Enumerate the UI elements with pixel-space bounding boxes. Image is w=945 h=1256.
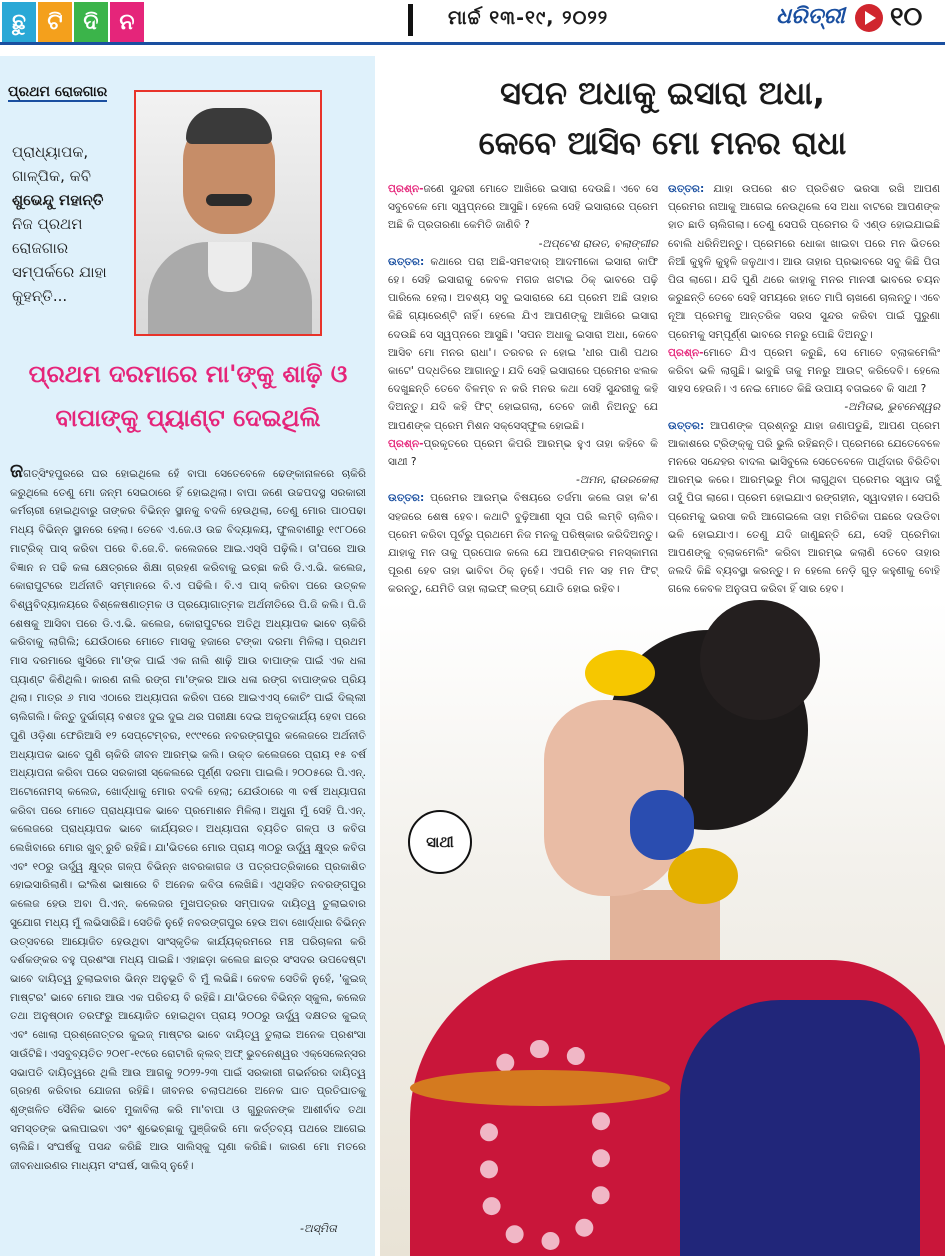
right-title-line2: କେବେ ଆସିବ ମୋ ମନର ରାଧା [478,124,847,162]
left-headline: ପ୍ରଥମ ଦରମାରେ ମା'ଙ୍କୁ ଶାଢ଼ି ଓ ବାପାଙ୍କୁ ପ୍ୟାଣ୍ଟ ଦେଇଥିଲି [28,360,348,432]
logo-letter: ଛୁ [2,2,36,42]
left-body-text: ଗତ୍‌ସିଂହପୁରରେ ଘର ହୋଇଥିଲେ ହେଁ ବାପା ସେତେବେଳେ ଢେଙ୍କାନାଳରେ ଚାକିରି କରୁଥିଲେ ତେଣୁ ମୋ ଜନ୍ମ ସେଇଠାରେ ହିଁ ହୋଇଥିଲା। ବାପା ଜଣେ ଉଚ୍ଚପଦସ୍ଥ ସରକାରୀ କର୍ମଚାରୀ ହୋଇଥିବାରୁ ତାଙ୍କର ବିଭିନ୍ନ ସ୍ଥାନକୁ ବଦଳି ହେଉଥିଲା, ତେଣୁ ମୋର ପାଠପଢା ମଧ୍ୟ ବିଭିନ୍ନ ସ୍ଥାନରେ ହେଲା। ତେବେ ଏ.ଜେ.ଓ ଉଚ୍ଚ ବିଦ୍ୟାଳୟ, ଫୁଲବାଣୀରୁ ୧୯୮୦ରେ ମାଟ୍ରିକ୍ ପାସ୍ କରିବା ପରେ ବି.ଜେ.ବି. କଲେଜରେ ଆଇ.ଏସ୍‌ସି ପଢ଼ିଲି। ତା'ପରେ ଆଉ ବିଜ୍ଞାନ ନ ପଢି କଳା କ୍ଷେତ୍ରରେ ଶିକ୍ଷା ଗ୍ରହଣ କରିବାକୁ ଇଚ୍ଛା କରି ଡି.ଏ.ଭି. କଲେଜ, କୋରାପୁଟରେ ଅର୍ଥନୀତି ସମ୍ମାନରେ ବି.ଏ ପଢିଲି। ବି.ଏ ପାସ୍ କରିବା ପରେ ଉତ୍କଳ ବିଶ୍ୱବିଦ୍ୟାଳୟରେ ବିଶ୍ଳେଷଣାତ୍ମକ ଓ ପ୍ରୟୋଗାତ୍ମକ ଅର୍ଥନୀତିରେ ପି.ଜି କଲି। ପି.ଜି ଶେଷକୁ ଆସିବା ପରେ ଡି.ଏ.ଭି. କଲେଜ, କୋରାପୁଟରେ ଅତିଥି ଅଧ୍ୟାପକ ଭାବେ ଚାକିରି କରିବାକୁ ଲାଗିଲି; ଯେଉଁଠାରେ ମୋତେ ମାସକୁ ହଜାରେ ଟଙ୍କା ଦରମା ମିଳିଲା। ପ୍ରଥମ ମାସ ଦରମାରେ ଖୁସିରେ ମା'ଙ୍କ ପାଇଁ ଏକ ନାଲି ଶାଢ଼ି ଆଉ ବାପାଙ୍କ ପାଇଁ ଏକ ଧଳା ପ୍ୟାଣ୍ଟ କିଣିଥିଲି। କାରଣ ନାଲି ରଙ୍ଗ ମା'ଙ୍କର ଆଉ ଧଳା ରଙ୍ଗ ବାପାଙ୍କର ପ୍ରିୟ ଥିଲା। ମାତ୍ର ୬ ମାସ ଏଠାରେ ଅଧ୍ୟାପନା କରିବା ପରେ ଆଇଏଏସ୍ କୋଚିଂ ପାଇଁ ଦିଲ୍ଲୀ ଚାଲିଗଲି। କିନ୍ତୁ ଦୁର୍ଭାଗ୍ୟ ବଶତଃ ଦୁଇ ଦୁଇ ଥର ପରୀକ୍ଷା ଦେଇ ଅକୃତକାର୍ଯ୍ୟ ହେବା ପରେ ପୁଣି ଓଡ଼ିଶା ଫେରିଆସି ୧୨ ସେପ୍ଟେମ୍ବର, ୧୯୯୧ରେ ନବରଙ୍ଗପୁର କଲେଜରେ ଅର୍ଥନୀତି ଅଧ୍ୟାପକ ଭାବେ ପୁଣି ଚାକିରି ଜୀବନ ଆରମ୍ଭ କଲି। ଉକ୍ତ କଲେଜରେ ପ୍ରାୟ ୧୫ ବର୍ଷ ଅଧ୍ୟାପନା କରିବା ପରେ ସରକାରୀ ସ୍କେଲରେ ପୂର୍ଣ୍ଣ ଦରମା ପାଇଲି। ୨୦୦୫ରେ ପି.ଏନ୍. ଅଟୋନୋମସ୍ କଲେଜ, ଖୋର୍ଦ୍ଧାକୁ ମୋର ବଦଳି ହେଲା; ଯେଉଁଠାରେ ୩ ବର୍ଷ ଅଧ୍ୟାପନା କରିବା ପରେ ମୋତେ ପ୍ରାଧ୍ୟାପକ ଭାବେ ପ୍ରମୋଶନ ମିଳିଲା। ଅଧୁନା ମୁଁ ସେହି ପି.ଏନ୍. କଲେଜରେ ପ୍ରାଧ୍ୟାପକ ଭାବେ କାର୍ଯ୍ୟରତ। ଅଧ୍ୟାପନା ବ୍ୟତିତ ଗଳ୍ପ ଓ କବିତା ଲେଖିବାରେ ମୋର ଖୁବ୍ ରୁଚି ରହିଛି। ଯା'ଭିତରେ ମୋର ପ୍ରାୟ ୩୦ରୁ ଊର୍ଦ୍ଧ୍ୱ କ୍ଷୁଦ୍ର କବିତା ଏବଂ ୧୦ରୁ ଊର୍ଦ୍ଧ୍ୱ କ୍ଷୁଦ୍ର ଗଳ୍ପ ବିଭିନ୍ନ ଖବରକାଗଜ ଓ ପତ୍ରପତ୍ରିକାରେ ପ୍ରକାଶିତ ହୋଇସାରିଲାଣି। ଇଂଲିଶ ଭାଷାରେ ବି ଅନେକ କବିତା ଲେଖିଛି। ଏଥିସହିତ ନବରଙ୍ଗପୁର କଲେଜ ହେଉ ଅବା ପି.ଏନ୍. କଲେଜର ମୁଖପତ୍ରର ସମ୍ପାଦକ ଦାୟିତ୍ୱ ତୁଲାଇବାର ସୁଯୋଗ ମଧ୍ୟ ମୁଁ ଲଭିସାରିଛି। ସେତିକି ନୁହେଁ ନବରଙ୍ଗପୁର ହେଉ ଅବା ଖୋର୍ଦ୍ଧାର ବିଭିନ୍ନ ଉତ୍ସବରେ ଆୟୋଜିତ ହେଉଥିବା ସାଂସ୍କୃତିକ କାର୍ଯ୍ୟକ୍ରମରେ ମଞ୍ଚ ପରିଚାଳନା କରି ଦର୍ଶକଙ୍କର ବହୁ ପ୍ରଶଂସା ମଧ୍ୟ ପାଇଛି। ଏହାଛଡ଼ା କଲେଜ ଛାତ୍ର ସଂସଦର ଉପଦେଷ୍ଟା ଭାବେ ଦାୟିତ୍ୱ ତୁଲାଇବାର ଭିନ୍ନ ଅନୁଭୂତି ବି ମୁଁ ଲଭିଛି। କେବଳ ସେତିକି ନୁହେଁ, 'କୁଇଜ୍ ମାଷ୍ଟର' ଭାବେ ମୋର ଆଉ ଏକ ପରିଚୟ ବି ରହିଛି। ଯା'ଭିତରେ ବିଭିନ୍ନ ସ୍କୁଲ, କଲେଜ ତଥା ଅନୁଷ୍ଠାନ ତରଫରୁ ଆୟୋଜିତ ହୋଇଥିବା ପ୍ରାୟ ୨୦୦ରୁ ଊର୍ଦ୍ଧ୍ୱ ଦକ୍ଷତର କୁଇଜ୍ ଏବଂ ଖୋଲା ପ୍ରଶ୍ନୋତ୍ତର କୁଇଜ୍ ମାଷ୍ଟର ଭାବେ ଦାୟିତ୍ୱ ତୁଲାଇ ଅନେକ ପ୍ରଶଂସା ସାଉଁଟିଛି। ଏସବୁବ୍ୟତିତ ୨୦୧୮-୧୯ରେ ରୋଟାରି କ୍ଲବ୍ ଅଫ୍ ଭୁବନେଶ୍ୱର ଏକ୍ସେଲେନ୍ସର ସଭାପତି ଦାୟିତ୍ୱରେ ଥିଲି ଆଉ ଆଗକୁ ୨୦୨୨-୨୩ ପାଇଁ ସରକାରୀ ଗଭର୍ନରର ଦାୟିତ୍ୱ ଗ୍ରହଣ କରିବାର ଯୋଜନା ରହିଛି। ଜୀବନର ଚଲାପଥରେ ଅନେକ ଘାତ ପ୍ରତିଘାତକୁ ଶୃଙ୍ଖଳିତ ସୈନିକ ଭାବେ ମୁକାବିଲା କରି ମା'ବାପା ଓ ଗୁରୁଜନଙ୍କ ଆଶୀର୍ବାଦ ତଥା ସମସ୍ତଙ୍କ ଭଲପାଇବା ଏବଂ ଶୁଭେଚ୍ଛାକୁ ପୁଞ୍ଜିକରି ମୋ କର୍ତ୍ତବ୍ୟ ପଥରେ ଆଗେଇ ଚାଲିଛି। ସଂଘର୍ଷକୁ ପସନ୍ଦ କରିଛି ଆଉ ସାଲିସ୍‌କୁ ଘୃଣା କରିଛି। କାରଣ ମୋ ମତରେ ଜୀବନଧାରଣର ମାଧ୍ୟମ ସଂଘର୍ଷ, ସାଲିସ୍ ନୁହେଁ। [10,468,366,1173]
page-number: ୧୦ [890,2,923,32]
header-rule [0,42,945,45]
answer-label: ଉତ୍ତର: [668,183,705,195]
logo-letter: ଦି [74,2,108,42]
question-byline: -ଅପ୍ଟେଶ ରାଉତ, ବଲାଙ୍ଗୀର [538,237,658,250]
right-title-line1: ସପନ ଅଧାକୁ ଇସାରା ଅଧା, [500,74,825,112]
question-label: ପ୍ରଶ୍ନ- [668,346,704,359]
logo-letter: ଟି [38,2,72,42]
answer-label: ଉତ୍ତର: [668,419,705,432]
question-label: ପ୍ରଶ୍ନ- [388,437,424,450]
drop-cap: ଜ [10,460,24,482]
author-portrait [134,90,322,336]
answer-text: ଯାହା ଉପରେ ଶତ ପ୍ରତିଶତ ଭରସା ରଖି ଆପଣ ପ୍ରେମର ନାଆକୁ ଆଗେଇ ନେଉଥିଲେ ସେ ଅଧା ବାଟରେ ଆପଣଙ୍କ ହାତ ଛାଡି ଚାଲିଗଲା। ତେଣୁ ସେପରି ପ୍ରେମର ଦି ଏଣ୍ଡ ହୋଇଯାଇଛି ବୋଲି ଧରିନିଅନ୍ତୁ। ପ୍ରେମରେ ଧୋକା ଖାଇବା ପରେ ମନ ଭିତରେ ନିଆଁ କୁହୁଳି କୁହୁଳି ଜଳୁଥାଏ। ଆଉ ତାହାର ପ୍ରଭାବରେ ସବୁ କିଛି ପିତା ପିତା ଲାଗେ। ଯଦି ପୁଣି ଥରେ କାହାକୁ ମନର ମାନସୀ ଭାବରେ ଚୟନ କରୁଛନ୍ତି ତେବେ ସେହି ସମୟରେ ହାତେ ମାପି ଚାଖଣେ ଚାଲନ୍ତୁ। ଏବେ ନୂଆ ପ୍ରେମକୁ ଆନ୍ତରିକ ସରସ ସୁନ୍ଦର କରିବା ପାଇଁ ପୁରୁଣା ପ୍ରେମକୁ ସମ୍ପୂର୍ଣ୍ଣ ଭାବରେ ମନରୁ ପୋଛି ଦିଅନ୍ତୁ। [668,183,940,341]
play-arrow-icon [855,4,883,32]
question-text: ପ୍ରକୃତରେ ପ୍ରେମ କିପରି ଆରମ୍ଭ ହୁଏ ତାହା କହିବେ କି ସାଥୀ ? [388,437,658,469]
question-byline: -ଅମିତାଭ, ଭୁବନେଶ୍ୱର [844,401,940,414]
intro-line: ପ୍ରାଧ୍ୟାପକ, [12,143,89,161]
section-label: ପ୍ରଥମ ରୋଜଗାର [8,84,108,100]
paper-name: ଧରିତ୍ରୀ [776,4,845,29]
qa-column-b [668,180,940,599]
question-byline: -ଅମନ, ରାଉରକେଲା [576,474,658,487]
answer-label: ଉତ୍ତର: [388,255,425,268]
author-intro [12,140,132,308]
intro-line: ଗାଳ୍ପିକ, କବି [12,167,91,185]
intro-line: ନିଜ ପ୍ରଥମ ରୋଜଗାର ସମ୍ପର୍କରେ ଯାହା କୁହନ୍ତି... [12,215,107,305]
answer-label: ଉତ୍ତର: [388,492,425,505]
answer-text: ପ୍ରେମର ଆରମ୍ଭ ବିଷୟରେ ତର୍ଜମା କଲେ ତାହା କ'ଣ ସହଜରେ ଶେଷ ହେବ। କଥାଟି ବୁଢ଼ିଆଣୀ ସୂତା ପରି ଲମ୍ବି ଚାଲିବ। ପ୍ରେମ କରିବା ପୂର୍ବରୁ ପ୍ରଥମେ ନିଜ ମନକୁ ପରିଷ୍କାର କରିଦିଅନ୍ତୁ। ଯାହାକୁ ମନ ତାକୁ ପ୍ରପୋଜ କଲେ ଯେ ଆପଣଙ୍କର ମନସ୍କାମନା ପୂରଣ ହେବ ତାହା ଭାବିବା ଠିକ୍ ନୁହେଁ। ଏପରି ମନ ସହ ମନ ଫିଟ୍ କରନ୍ତୁ, ଯେମିତି ତାହା ଲାଇଫ୍ ଲଙ୍ଗ୍ ଯୋଡି ହୋଇ ରହିବ। [388,492,658,596]
section-logo [2,2,144,42]
logo-letter: ନ [110,2,144,42]
author-name: ଶୁଭେନ୍ଦୁ ମହାନ୍ତି [12,191,104,209]
holi-woman-photo [380,600,945,1256]
left-article-body [10,462,366,1176]
left-signature: -ଅସ୍ମିତା [300,1222,337,1235]
question-label: ପ୍ରଶ୍ନ- [388,183,424,195]
header-divider [408,4,413,36]
answer-text: ଆପଣଙ୍କ ପ୍ରଶ୍ନରୁ ଯାହା ଜଣାପଡୁଛି, ଆପଣ ପ୍ରେମ ଆକାଶରେ ଟ୍ରିଙ୍କ୍‌କୁ ପରି ଭୁଲି ରହିଛନ୍ତି। ପ୍ରେମରେ ଯେତେବେଳେ ମନରେ ସନ୍ଦେହର ବାଦଲ ଭାସିବୁଲେ ସେତେବେଳେ ପାର୍ଥିଦାର ବିରିତିବା ଆରମ୍ଭ କରେ। ଆରମ୍ଭରୁ ମିଠା ଲାଗୁଥିବା ପ୍ରେମର ସ୍ୱାଦ ତାହୁଁ ତାହୁଁ ପିତା ଲାଗେ। ପ୍ରେମ ହୋଇଯାଏ ରଙ୍ଗହୀନ, ସ୍ୱାଦହୀନ। ସେପରି ପ୍ରେମକୁ ଭରସା କରି ଆଗେଇଲେ ତାହା ମରିଚିକା ପଛରେ ଦଉଡିବା ଭଳି ହୋଇଯାଏ। ତେଣୁ ଯଦି ଜାଣୁଛନ୍ତି ଯେ, ସେହି ପ୍ରେମିକା ଆପଣଙ୍କୁ ବ୍ଲାକମେଲିଂ କରିବା ଆରମ୍ଭ କଲାଣି ତେବେ ତାହାର ଜଲଦି କିଛି ବ୍ୟବସ୍ଥା କରନ୍ତୁ। ନ ହେଲେ ନେଡ଼ି ଗୁଡ଼ କହୁଣୀକୁ ବୋହି ଗଲେ କେବଳ ଅନୁତାପ କରିବା ହିଁ ସାର ହେବ। [668,419,940,596]
sathi-badge: ସାଥୀ [408,810,472,874]
masthead [0,0,945,42]
answer-text: କଥାରେ ପରା ଅଛି-ସମଝଦାର୍ ଆଦମୀକୋ ଇସାରା କାଫି ହେ। ସେହି ଇସାରାକୁ କେବଳ ମଗଜ ଖଟାଇ ଠିକ୍ ଭାବରେ ପଢ଼ି ପାରିଲେ ହେଲା। ଅବଶ୍ୟ ସବୁ ଇସାରାରେ ଯେ ପ୍ରେମ ଅଛି ତାହାର କିଛି ଗ୍ୟାରେଣ୍ଟି ନାହିଁ। ହେଲେ ଯିଏ ଆପଣଙ୍କୁ ଆଖିରେ ଇସାରା ଦେଉଛି ସେ ସ୍ୱପ୍ନରେ ଆସୁଛି। 'ସପନ ଅଧାକୁ ଇସାରା ଅଧା, କେବେ ଆସିବ ମୋ ମନର ରାଧା'। ତରବର ନ ହୋଇ 'ଧୀର ପାଣି ପଥର କାଟେ' ପଦ୍ଧତିରେ ଆଗାନ୍ତୁ। ଯଦି ସେହି ଇସାରାରେ ପ୍ରେମର ଝଲକ ଦେଖୁଛନ୍ତି ତେବେ ବିଳମ୍ବ ନ କରି ମନର କଥା ସେହି ସୁନ୍ଦରୀକୁ କହି ଦିଅନ୍ତୁ। ଯଦି କହି ଫିଟ୍ ହୋଇଗଲା, ତେବେ ଜାଣି ନିଅନ୍ତୁ ଯେ ଆପଣଙ୍କ ପ୍ରେମ ମିଶନ ସକ୍‌ସେସ୍‌ଫୁଲ ହୋଇଛି। [388,255,658,432]
question-text: ମୋତେ ଯିଏ ପ୍ରେମ କରୁଛି, ସେ ମୋତେ ବ୍ଲାକମେଲିଂ କରିବା ଭଳି ଲାଗୁଛି। ଭାବୁଛି ତାକୁ ମନରୁ ଆଉଟ୍ କରିଦେବି। ହେଲେ ସାହସ ହେଉନି। ଏ ନେଇ ମୋତେ କିଛି ଉପାୟ ବତାଇବେ କି ସାଥୀ ? [668,346,940,396]
qa-column-a [388,180,658,653]
question-text: ଜଣେ ସୁନ୍ଦରୀ ମୋତେ ଆଖିରେ ଇସାରା ଦେଉଛି। ଏବେ ସେ ସବୁବେଳେ ମୋ ସ୍ୱପ୍ନରେ ଆସୁଛି। ହେଲେ ସେହି ଇସାରାରେ ପ୍ରେମ ଅଛି କି ପ୍ରତାରଣା କେମିତି ଜାଣିବି ? [388,183,658,232]
issue-date: ମାର୍ଚ୍ଚ ୧୩-୧୯, ୨୦୨୨ [448,7,609,29]
